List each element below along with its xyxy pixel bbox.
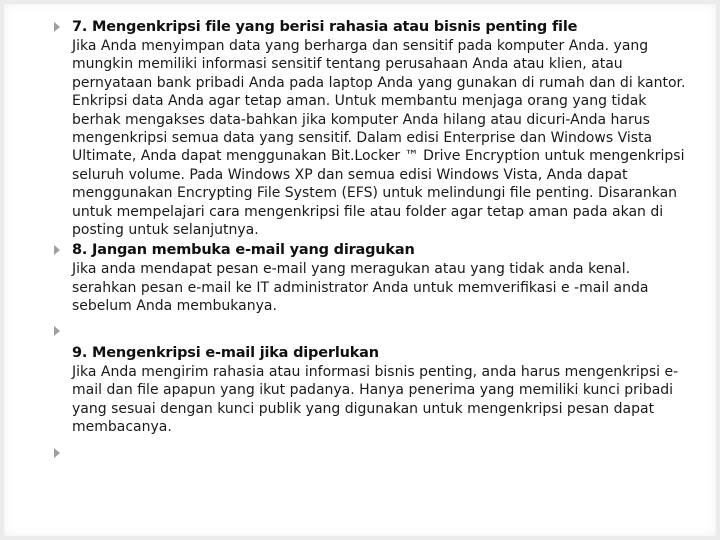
list-item <box>54 344 694 437</box>
item-heading: 8. Jangan membuka e-mail yang diragukan <box>72 242 415 259</box>
item-body: Jika Anda mengirim rahasia atau informasi bisnis penting, anda harus mengenkripsi e-mail dan file apapun yang ikut padanya. Hanya penerima yang memiliki kunci pribadi yang sesuai dengan kunci publik yang digunakan untuk mengenkripsi pesan dapat membacanya. <box>72 363 679 435</box>
triangle-bullet-icon <box>54 448 60 458</box>
bullet-list <box>54 18 694 464</box>
item-heading: 9. Mengenkripsi e-mail jika diperlukan <box>72 344 379 361</box>
item-heading: 7. Mengenkripsi file yang berisi rahasia atau bisnis penting file <box>72 19 578 35</box>
list-item <box>54 18 694 239</box>
list-item <box>54 241 694 315</box>
item-body: Jika anda mendapat pesan e-mail yang meragukan atau yang tidak anda kenal. serahkan pesan e-mail ke IT administrator Anda untuk memverifikasi e -mail anda sebelum Anda membukanya. <box>72 261 649 315</box>
triangle-bullet-icon <box>54 22 60 32</box>
empty-list-item <box>54 444 694 464</box>
triangle-bullet-icon <box>54 245 60 255</box>
empty-list-item <box>54 322 694 342</box>
triangle-bullet-icon <box>54 326 60 336</box>
item-body: Jika Anda menyimpan data yang berharga dan sensitif pada komputer Anda. yang mungkin memiliki informasi sensitif tentang perusahaan Anda atau klien, atau pernyataan bank pribadi Anda pada laptop Anda yang gunakan di rumah dan di kantor. Enkripsi data Anda agar tetap aman. Untuk membantu menjaga orang yang tidak berhak mengakses data-bahkan jika komputer Anda hilang atau dicuri-Anda harus mengenkripsi semua data yang sensitif. Dalam edisi Enterprise dan Windows Vista Ultimate, Anda dapat menggunakan Bit.Locker ™ Drive Encryption untuk mengenkripsi seluruh volume. Pada Windows XP dan semua edisi Windows Vista, Anda dapat menggunakan Encrypting File System (EFS) untuk melindungi file penting. Disarankan untuk mempelajari cara mengenkripsi file atau folder agar tetap aman pada akan di posting untuk selanjutnya. <box>72 38 686 239</box>
